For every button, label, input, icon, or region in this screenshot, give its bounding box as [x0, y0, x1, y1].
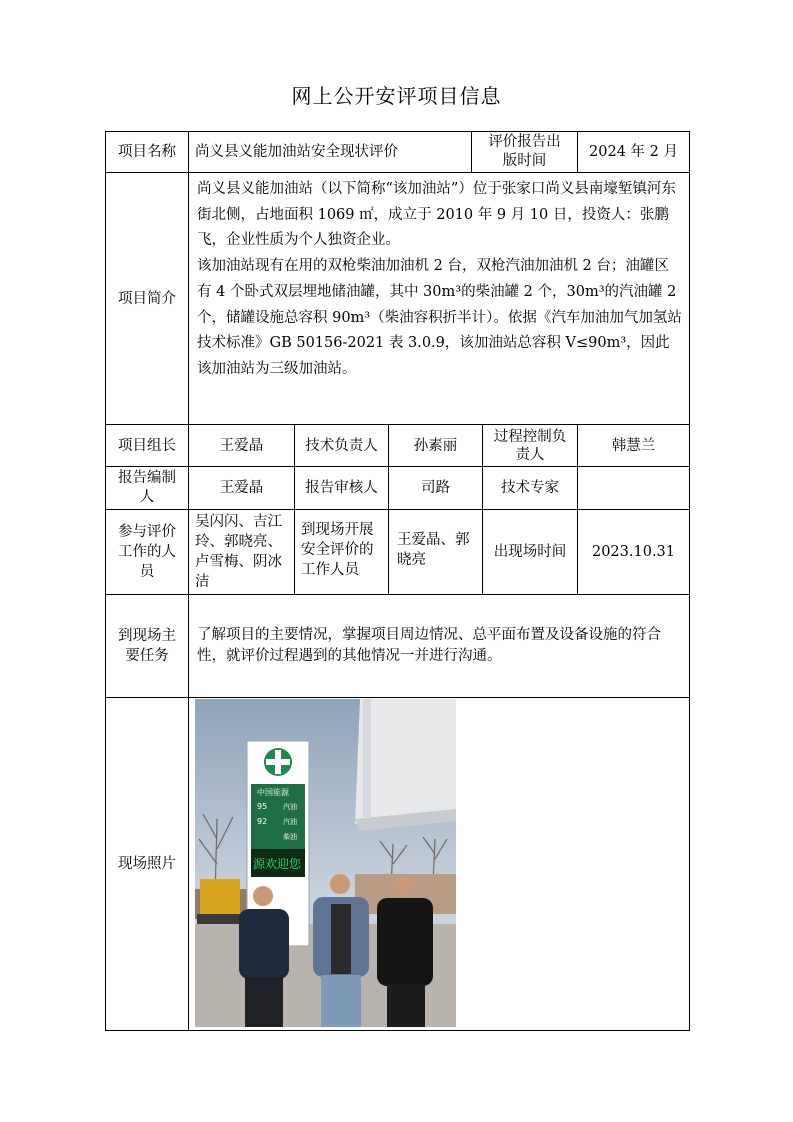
report-time-label: 评价报告出版时间 — [471, 131, 578, 173]
main-task-value: 了解项目的主要情况，掌握项目周边情况、总平面布置及设备设施的符合性，就评价过程遇到的其他情况一并进行沟通。 — [188, 594, 690, 698]
intro-text-cell — [188, 172, 690, 425]
editor-value: 王爱晶 — [188, 466, 295, 510]
sign-diesel-label: 柴油 — [283, 833, 297, 841]
project-name-value: 尚义县义能加油站安全现状评价 — [188, 131, 472, 173]
project-name-label: 项目名称 — [105, 131, 189, 173]
reviewer-label: 报告审核人 — [294, 466, 389, 510]
leader-label: 项目组长 — [105, 424, 189, 467]
expert-value — [577, 466, 690, 510]
sign-led-text: 源欢迎您 — [253, 857, 302, 871]
tech-lead-value: 孙素丽 — [388, 424, 483, 467]
sign-brand-text: 中国能源 — [257, 788, 289, 797]
sign-92-label: 汽油 — [283, 818, 297, 826]
main-task-label: 到现场主要任务 — [105, 594, 189, 698]
visit-time-value: 2023.10.31 — [577, 509, 690, 595]
process-control-value: 韩慧兰 — [577, 424, 690, 467]
photo-label: 现场照片 — [105, 697, 189, 1031]
reviewer-value: 司路 — [388, 466, 483, 510]
onsite-staff-value: 王爱晶、郭晓亮 — [388, 509, 483, 595]
intro-paragraph-1: 尚义县义能加油站（以下简称“该加油站”）位于张家口尚义县南壕堑镇河东街北侧，占地面积 1069 ㎡，成立于 2010 年 9 月 10 日，投资人：张鹏飞，企业性质为个人独资企业。 — [197, 181, 676, 249]
process-control-label: 过程控制负责人 — [482, 424, 578, 467]
sign-92-text: 92 — [257, 817, 268, 826]
visit-time-label: 出现场时间 — [482, 509, 578, 595]
intro-label: 项目简介 — [105, 172, 189, 425]
sign-95-text: 95 — [257, 802, 268, 811]
expert-label: 技术专家 — [482, 466, 578, 510]
tech-lead-label: 技术负责人 — [294, 424, 389, 467]
participants-label: 参与评价工作的人员 — [105, 509, 189, 595]
participants-value: 吴闪闪、吉江玲、郭晓亮、卢雪梅、阴冰洁 — [188, 509, 295, 595]
report-time-value: 2024 年 2 月 — [577, 131, 690, 173]
onsite-staff-label: 到现场开展安全评价的工作人员 — [294, 509, 389, 595]
sign-95-label: 汽油 — [283, 803, 297, 811]
company-logo-icon — [264, 748, 292, 776]
site-photo — [195, 699, 456, 1027]
intro-paragraph-2: 该加油站现有在用的双枪柴油加油机 2 台，双枪汽油加油机 2 台；油罐区有 4 个卧式双层埋地储油罐，其中 30m³的柴油罐 2 个，30m³的汽油罐 2 个，储罐设施总容积 90m³（柴油容积折半计）。依据《汽车加油加气加氢站技术标准》GB 50156-2021 表 3.0.9，该加油站总容积 V≤90m³，因此该加油站为三级加油站。 — [197, 258, 682, 377]
page-title: 网上公开安评项目信息 — [291, 84, 502, 108]
leader-value: 王爱晶 — [188, 424, 295, 467]
editor-label: 报告编制人 — [105, 466, 189, 510]
site-photo-illustration — [195, 699, 456, 1027]
